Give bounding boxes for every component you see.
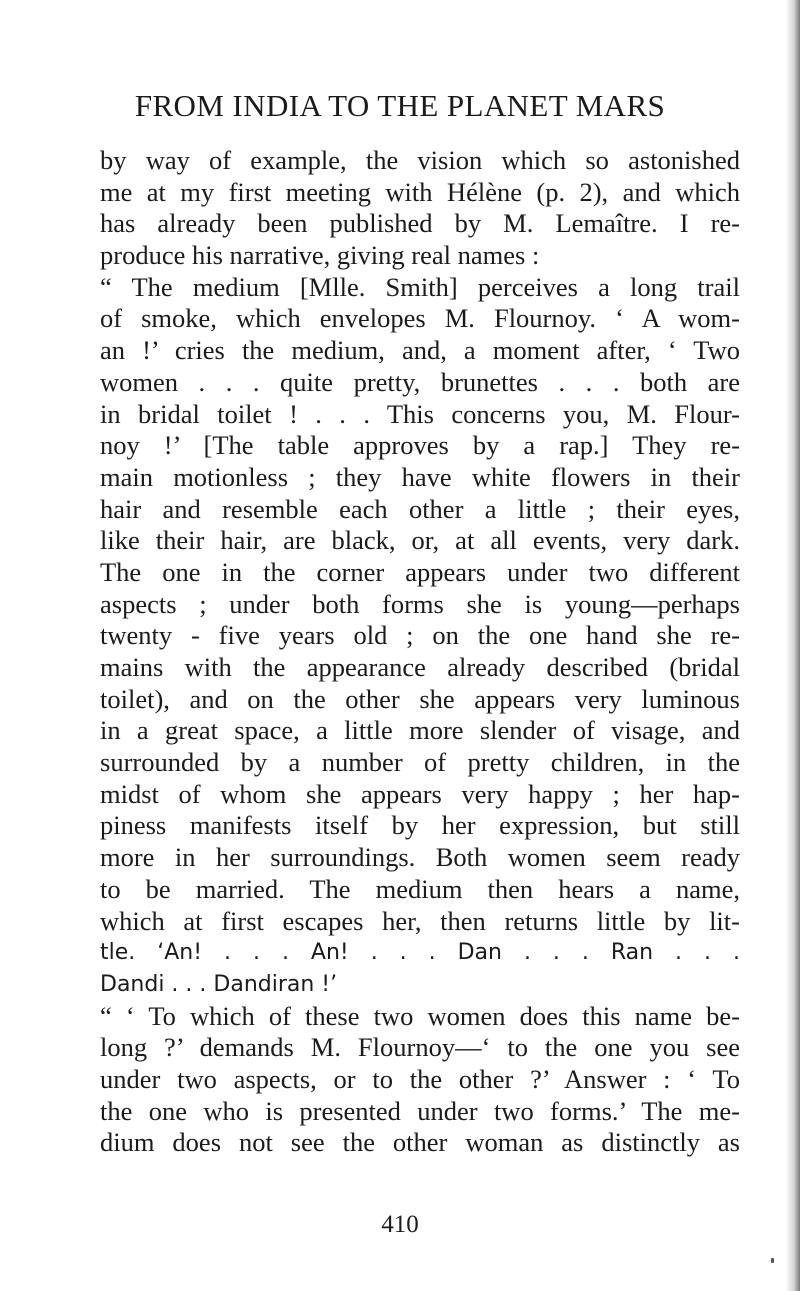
text-line: of smoke, which envelopes M. Flournoy. ‘ A wom-	[100, 303, 740, 334]
text-line: women . . . quite pretty, brunettes . . . both are	[100, 366, 740, 397]
text-line: more in her surroundings. Both women seem ready	[100, 842, 740, 873]
text-line: hair and resemble each other a little ; their eyes,	[100, 493, 740, 524]
text-line: aspects ; under both forms she is young—perhaps	[100, 588, 740, 619]
text-line: me at my first meeting with Hélène (p. 2), and which	[100, 176, 740, 207]
text-line: piness manifests itself by her expression, but still	[100, 810, 740, 841]
text-line: main motionless ; they have white flowers in their	[100, 461, 740, 492]
text-line: under two aspects, or to the other ?’ Answer : ‘ To	[100, 1063, 740, 1094]
text-line: which at first escapes her, then returns little by lit-	[100, 905, 740, 936]
text-line: in a great space, a little more slender of visage, and	[100, 715, 740, 746]
text-line: noy !’ [The table approves by a rap.] They re-	[100, 430, 740, 461]
text-line: mains with the appearance already described (bridal	[100, 652, 740, 682]
text-line: long ?’ demands M. Flournoy—‘ to the one you see	[100, 1032, 740, 1063]
text-line: tle. ‘An! . . . An! . . . Dan . . . Ran . . .	[100, 940, 740, 966]
text-line: Dandi . . . Dandiran !’	[100, 971, 338, 997]
page-edge-shadow	[786, 0, 800, 1291]
body-text	[100, 145, 740, 1159]
text-line: midst of whom she appears very happy ; her hap-	[100, 778, 740, 809]
text-line: by way of example, the vision which so astonished	[100, 145, 740, 175]
text-line: toilet), and on the other she appears very luminous	[100, 683, 740, 714]
text-line: to be married. The medium then hears a name,	[100, 873, 740, 904]
text-line: twenty - five years old ; on the one hand she re-	[100, 620, 740, 651]
running-title: FROM INDIA TO THE PLANET MARS	[134, 88, 666, 123]
text-line: like their hair, are black, or, at all events, very dark.	[100, 525, 740, 556]
text-line: dium does not see the other woman as distinctly as	[100, 1127, 740, 1158]
text-line: the one who is presented under two forms.’ The me-	[100, 1095, 740, 1126]
text-line: surrounded by a number of pretty children, in the	[100, 747, 740, 778]
text-line: has already been published by M. Lemaître. I re-	[100, 208, 740, 239]
scan-speck	[771, 1258, 774, 1263]
page-number: 410	[381, 1211, 419, 1238]
text-line: “ The medium [Mlle. Smith] perceives a long trail	[100, 271, 740, 302]
text-line: in bridal toilet ! . . . This concerns you, M. Flour-	[100, 398, 740, 429]
text-line: “ ‘ To which of these two women does this name be-	[100, 1000, 740, 1031]
text-line: an !’ cries the medium, and, a moment after, ‘ Two	[100, 335, 740, 366]
text-line: produce his narrative, giving real names :	[100, 240, 540, 271]
text-line: The one in the corner appears under two different	[100, 556, 740, 587]
